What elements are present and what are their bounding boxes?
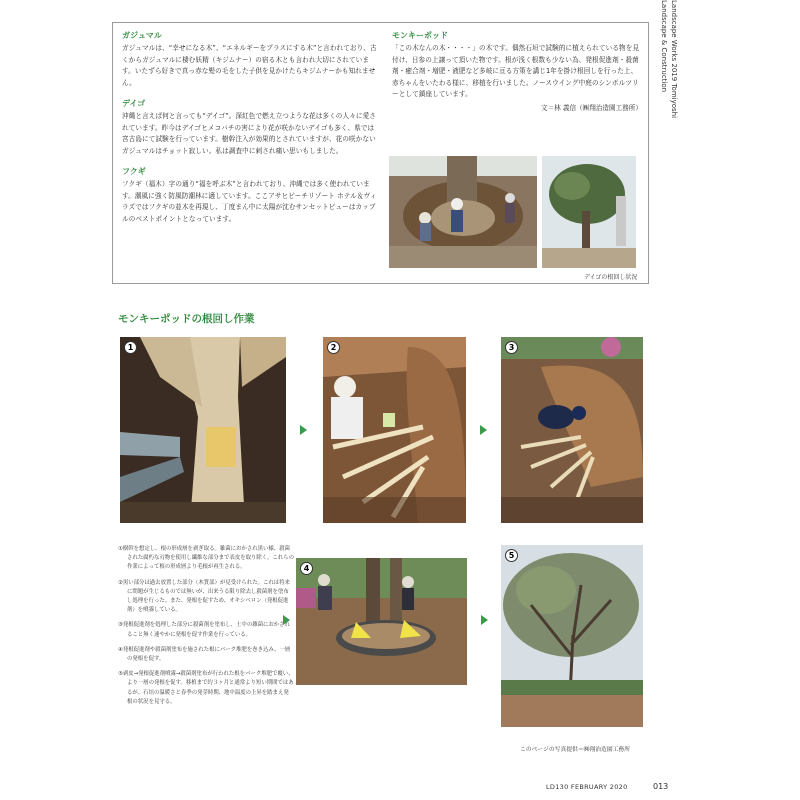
deigo-root-photo bbox=[389, 156, 537, 268]
deigo-heading: デイゴ bbox=[122, 99, 146, 108]
step-photo-2 bbox=[323, 337, 466, 523]
photo-1-number: 1 bbox=[124, 341, 137, 354]
gajumaru-body: ガジュマルは、“幸せになる木”、“エネルギーをプラスにする木”と言われており、古くからガジュマルに棲む妖精（キジムナー）の宿る木とも言われ大切にされています。いたずら好きで真っ赤な髪の毛をした子供を見かけたらキジムナーかも知れません。 bbox=[122, 44, 377, 87]
photo-credit: このページの写真提供＝㈱翔治造園工務所 bbox=[520, 747, 631, 753]
step-photo-4 bbox=[296, 558, 467, 685]
steps-list bbox=[118, 545, 294, 713]
step-arrow-1 bbox=[300, 425, 307, 435]
section-title: モンキーポッドの根回し作業 bbox=[118, 313, 255, 325]
deigo-body: 沖縄と言えば何と言っても“デイゴ”。深紅色で燃え立つような花は多くの人々に愛されています。昨今はデイゴヒメコバチの害により花が咲かないデイゴも多く、県では宮古島にて試験を行っています。樹幹注入が効果的とされていますが、花の咲かないガジュマルはチョット寂しい。私は調査中に刺され痛い思いもしました。 bbox=[122, 112, 376, 155]
info-right-column bbox=[392, 30, 642, 114]
sidebar-vertical-text: Landscape Works 2019 Tomiyoshi Landscape & Construction bbox=[660, 0, 678, 119]
step-arrow-4 bbox=[481, 615, 488, 625]
step-2-text: ②黒い部分は過去放置した部分（木質部）が見受けられた。これは将来に問題が生じるものでは無いが、出来うる限り除去し殺菌剤を塗布し処理を行った。また、発根を促すため、オキシベロン（発根促進剤）を噴霧している。 bbox=[118, 579, 290, 614]
info-left-column bbox=[122, 30, 380, 234]
photo-5-number: 5 bbox=[505, 549, 518, 562]
gajumaru-heading: ガジュマル bbox=[122, 31, 162, 40]
step-arrow-2 bbox=[480, 425, 487, 435]
author-credit: 文＝林 義信（㈱翔治造園工務所） bbox=[540, 103, 642, 112]
step-4-text: ④発根促進剤や殺菌剤塗布を施された根にバーク堆肥を巻き込み、一層の発根を促す。 bbox=[118, 646, 291, 663]
page-number: 013 bbox=[653, 782, 669, 791]
step-1-text: ①樹幹を想定し、根の形成層を剥ぎ取る。雑菌におかされ黒い様、殺菌された腐朽な刃物を使用し繊維な部分まで表皮を取り除く。これらの作業によって根の形成層より毛根が再生される。 bbox=[118, 546, 295, 571]
step-photo-1 bbox=[120, 337, 286, 523]
fukugi-body: フクギ（福木）字の通り“福を呼ぶ木”と言われており、沖縄では多く使われています。潮風に強く防風防潮林に適しています。ここアサヒビーチリゾート ホテル＆ヴィラズではフクギの並木を再現し、丁度まん中に太陽が沈むサンセットビューはカップルのベストポイントとなっています。 bbox=[122, 180, 377, 223]
photo-3-number: 3 bbox=[505, 341, 518, 354]
fukugi-heading: フクギ bbox=[122, 167, 146, 176]
monkeypod-body: 「この木なんの木・・・・」の木です。偶然石垣で試験的に植えられている物を見付け、日参の上譲って頂いた物です。根が浅く根数も少ない為、発根促進剤・殺菌剤・癒合剤・増肥・液肥など多岐に亘る方策を講じ1年を掛け根回しを行った上、赤ちゃんをいたわる様に、移植を行いました。ノースウイング中庭のシンボルツリーとして鎮座しています。 bbox=[392, 44, 640, 98]
photo-4-number: 4 bbox=[300, 562, 313, 575]
step-arrow-3 bbox=[283, 615, 290, 625]
step-photo-3 bbox=[501, 337, 643, 523]
footer-issue: LD130 FEBRUARY 2020 bbox=[546, 783, 628, 791]
deigo-tree-photo bbox=[542, 156, 636, 268]
step-3-text: ③発根促進剤を処理した部分に殺菌剤を塗布し、土中の雑菌におかされること無く速やかに発根を促す作業を行っている。 bbox=[118, 622, 290, 638]
monkeypod-heading: モンキーポッド bbox=[392, 31, 448, 40]
step-5-text: ⑤剥皮→発根促進剤噴霧→殺菌剤塗布が行われた根をバーク堆肥で覆い、より一層の発根を促す。移植まで約３ヶ月と通常より短い期間ではあるが、石垣の温暖さと春季の発芽時期、地中温度の上昇を踏まえ発根の状況を見守る。 bbox=[118, 671, 294, 705]
photo-2-number: 2 bbox=[327, 341, 340, 354]
deigo-caption: デイゴの根回し状況 bbox=[584, 274, 638, 281]
step-photo-5 bbox=[501, 545, 643, 727]
